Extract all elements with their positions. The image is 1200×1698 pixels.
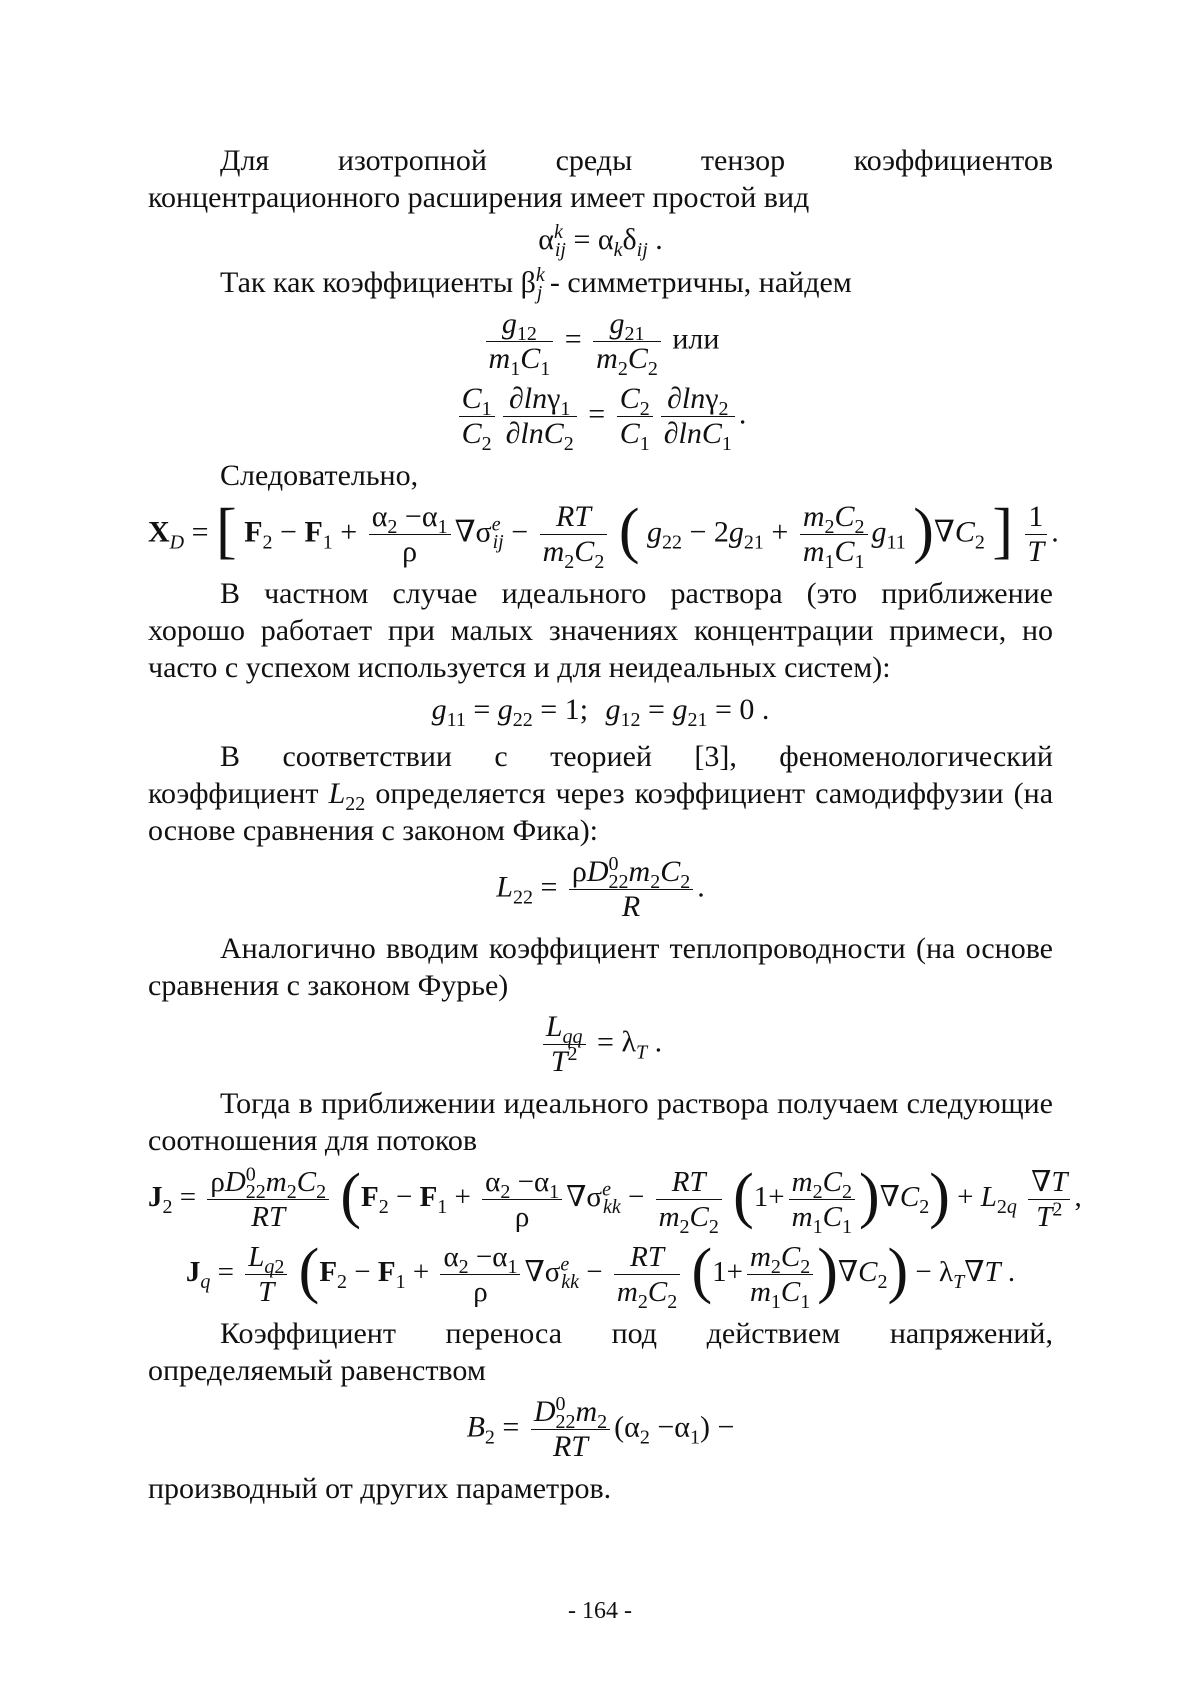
paragraph-fluxes: Тогда в приближении идеального раствора получаем следующие соотношения для потоков — [148, 1087, 1053, 1157]
equation-g-values: $g_{11} = g_{22} = 1$; $g_{12} = g_{21} = 0$ . — [431, 693, 770, 731]
paragraph-heat: Аналогично вводим коэффициент теплопроводности (на основе сравнения с законом Фурье) — [148, 932, 1053, 1002]
paragraph-stress-transfer: Коэффициент переноса под действием напряжений, определяемый равенством — [148, 1317, 1053, 1387]
page-number: - 164 - — [568, 1598, 632, 1624]
equation-jq: $J_q$ = $\frac{L_{q2}}{T}$ ($F_2 - F_1$ + $\frac{\alpha_2 -\alpha_1}{\rho}$ $\nabla\sigma^e_{kk}$ − $\frac{RT}{m_2C_2}$ (1+ $\frac{m_2C_2}{m_1C_1}$ )$\nabla C_2) - \lambda_T\nabla T$ . — [185, 1236, 1016, 1313]
paragraph-ideal-solution: В частном случае идеального раствора (это приближение хорошо работает при малых значениях концентрации примеси, но часто с успехом используется и для неидеальных систем): — [148, 577, 1053, 684]
equation-b2: $B_2$ = $\frac{D^0_{22}m_2}{RT}$ $(\alpha_2 -\alpha_1)$ − — [466, 1393, 735, 1463]
beta-text-before: Так как коэффициенты — [220, 266, 514, 299]
paragraph-derived: производный от других параметров. — [148, 1472, 612, 1505]
equation-xd: $X_D$ = [ $F_2 - F_1$ + $\frac{\alpha_2 -\alpha_1}{\rho}$ $\nabla\sigma^e_{ij}$ − $\frac{RT}{m_2C_2}$ ( $g_{22} - 2g_{21}$ + $\frac{m_2C_2}{m_1C_1}$ $g_{11}$ )$\nabla C_2$ ] $\frac{1}{T}$ . — [148, 496, 1059, 573]
equation-g-ratio: $\frac{g_{12}}{m_1C_1}$ = $\frac{g_{21}}{m_2C_2}$ или — [148, 307, 1053, 376]
paragraph-isotropic: Для изотропной среды тензор коэффициентов концентрационного расширения имеет простой вид — [148, 144, 1053, 214]
or-word: или — [672, 322, 720, 356]
paragraph-beta: Так как коэффициенты $\beta^k_j$ - симметричны, найдем — [220, 264, 852, 304]
page-content — [148, 142, 1082, 1507]
paragraph-consequently: Следовательно, — [220, 459, 419, 492]
paragraph-theory: В соответствии с теорией [3], феноменологический коэффициент $L_{22}$ определяется через коэффициент самодиффузии (на основе сравнения с законом Фика): — [148, 740, 1054, 847]
equation-ln-gamma: $\frac{C_1}{C_2}$ $\frac{\partial\ln\gamma_1}{\partial\ln C_2}$ = $\frac{C_2}{C_1}$ $\frac{\partial\ln\gamma_2}{\partial\ln C_1}$ . — [148, 382, 1053, 451]
equation-lambda: $\frac{L_{qq}}{T^2}$ = $\lambda_T$ . — [148, 1010, 1053, 1079]
equation-l22: $L_{22}$ = $\frac{\rho D^0_{22}m_2C_2}{R}$ . — [496, 853, 705, 923]
equation-alpha: $\alpha^k_{ij} = \alpha_k\delta_{ij}$ . — [538, 221, 663, 261]
equation-j2: $J_2$ = $\frac{\rho D^0_{22}m_2C_2}{RT}$ ($F_2 - F_1$ + $\frac{\alpha_2 -\alpha_1}{\rho}$ $\nabla\sigma^e_{kk}$ − $\frac{RT}{m_2C_2}$ (1+ $\frac{m_2C_2}{m_1C_1}$ )$\nabla C_2) + L_{2q}$ $\frac{\nabla T}{T^2}$ , — [148, 1161, 1082, 1238]
theory-text-a: В соответствии с теорией [3], феноменологический коэффициент — [148, 740, 1053, 810]
theory-text-b: определяется через коэффициент самодиффузии (на основе сравнения с законом Фика): — [148, 777, 1054, 847]
beta-text-after: - симметричны, найдем — [549, 266, 852, 299]
